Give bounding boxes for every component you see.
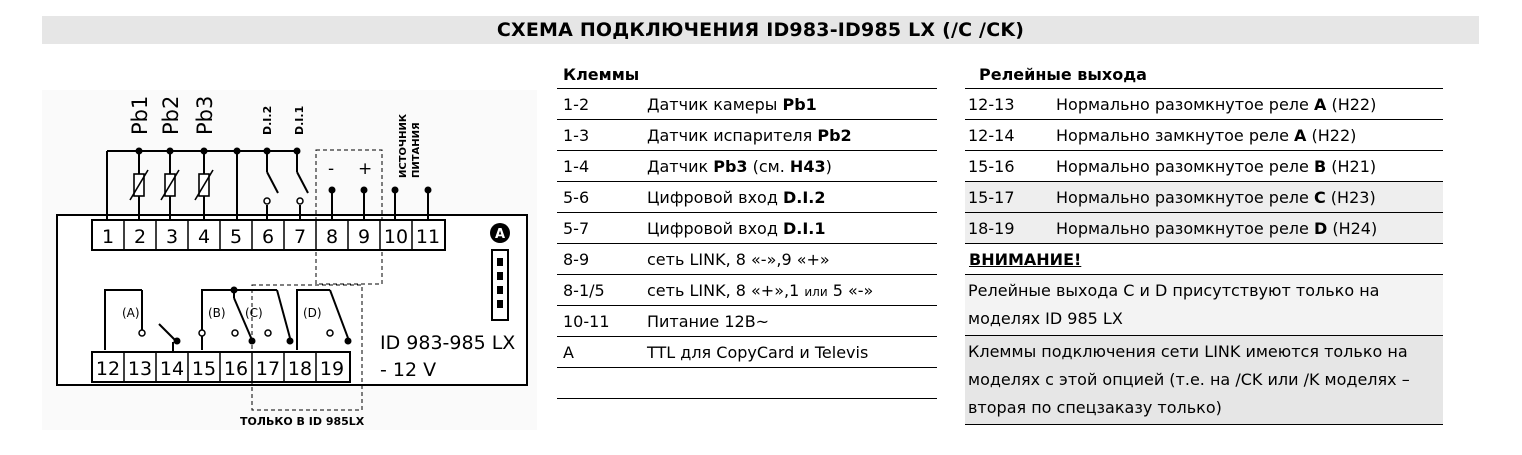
link-note: Клеммы подключения сети LINK имеются только на моделях с этой опцией (т.е. на /CK или /K моделях – вторая по спецзаказу только) [965,336,1443,425]
power-source-label-2: ПИТАНИЯ [411,122,422,178]
terminal-code: 8-9 [557,244,643,275]
table-row [557,213,937,244]
terminal-code: 5-6 [557,182,643,213]
id985-only-note: ТОЛЬКО В ID 985LX [240,415,365,428]
probe-label-pb3: Pb3 [193,95,217,135]
terminal-code: 1-3 [557,120,643,151]
terminal-9: 9 [357,226,371,248]
terminal-code: 1-4 [557,151,643,182]
terminal-14: 14 [159,358,185,380]
terminal-11: 11 [415,226,441,248]
table-row [965,244,1443,275]
probe-label-pb1: Pb1 [128,95,152,135]
table-row [557,182,937,213]
relay-b-label: (B) [208,306,226,320]
relay-description: Нормально замкнутое реле A (H22) [1052,120,1443,151]
terminal-description: TTL для CopyCard и Televis [643,337,937,368]
terminal-17: 17 [255,358,281,380]
relay-description: Нормально разомкнутое реле A (H22) [1052,89,1443,120]
terminal-2: 2 [133,226,147,248]
di2-label: D.I.2 [261,105,274,135]
terminal-code: 1-2 [557,89,643,120]
table-row [557,275,937,306]
relay-code: 12-13 [965,89,1052,120]
port-badge: A [494,227,506,242]
terminal-8: 8 [325,226,339,248]
relay-note: Релейные выхода C и D присутствуют только на моделях ID 985 LX [965,275,1443,336]
wiring-diagram [42,60,542,450]
relay-outputs-table [965,60,1443,425]
terminal-description: сеть LINK, 8 «-»,9 «+» [643,244,937,275]
table-row [557,151,937,182]
terminal-13: 13 [127,358,153,380]
terminal-4: 4 [197,226,211,248]
terminal-10: 10 [383,226,409,248]
page-title: СХЕМА ПОДКЛЮЧЕНИЯ ID983-ID985 LX (/C /CK) [496,19,1025,41]
table-row [965,151,1443,182]
link-plus-label: + [358,159,373,179]
table-row [557,244,937,275]
table-row [557,120,937,151]
table-row [965,213,1443,244]
relay-description: Нормально разомкнутое реле C (H23) [1052,182,1443,213]
relay-code: 15-16 [965,151,1052,182]
relay-code: 12-14 [965,120,1052,151]
terminals-header: Клеммы [563,64,640,84]
power-source-label-1: ИСТОЧНИК [398,113,409,178]
relay-code: 18-19 [965,213,1052,244]
terminal-3: 3 [165,226,179,248]
terminal-19: 19 [319,358,345,380]
di1-label: D.I.1 [293,105,306,135]
terminal-description: Датчик испарителя Pb2 [643,120,937,151]
link-minus-label: - [328,159,335,179]
terminal-description: Датчик камеры Pb1 [643,89,937,120]
table-row [965,89,1443,120]
relays-header: Релейные выхода [979,64,1147,84]
table-row [557,337,937,368]
table-row-empty [557,368,937,399]
terminal-description: Питание 12В~ [643,306,937,337]
table-row [965,182,1443,213]
terminal-12: 12 [95,358,121,380]
relay-d-label: (D) [303,306,322,320]
table-row [557,89,937,120]
terminal-description: сеть LINK, 8 «+»,1 или 5 «-» [643,275,937,306]
table-row [965,336,1443,425]
terminal-description: Цифровой вход D.I.2 [643,182,937,213]
terminal-16: 16 [223,358,249,380]
relay-c-label: (C) [245,306,263,320]
relay-a-label: (A) [122,306,140,320]
voltage-label: - 12 V [380,359,437,381]
table-row [965,120,1443,151]
terminal-description: Цифровой вход D.I.1 [643,213,937,244]
terminal-description: Датчик Pb3 (см. H43) [643,151,937,182]
terminal-1: 1 [101,226,115,248]
terminal-6: 6 [261,226,275,248]
table-row [965,275,1443,336]
terminals-table [557,60,937,399]
relay-description: Нормально разомкнутое реле B (H21) [1052,151,1443,182]
title-bar [42,16,1479,44]
terminal-7: 7 [293,226,307,248]
terminal-18: 18 [287,358,313,380]
table-row [557,306,937,337]
terminal-code: 10-11 [557,306,643,337]
relay-code: 15-17 [965,182,1052,213]
relay-description: Нормально разомкнутое реле D (H24) [1052,213,1443,244]
terminal-code: 5-7 [557,213,643,244]
terminal-5: 5 [229,226,243,248]
attention-heading: ВНИМАНИЕ! [965,244,1443,275]
terminal-code: 8-1/5 [557,275,643,306]
wiring-diagram-svg [42,60,542,450]
terminal-15: 15 [191,358,217,380]
probe-label-pb2: Pb2 [159,95,183,135]
terminal-code: A [557,337,643,368]
model-label: ID 983-985 LX [380,332,516,354]
